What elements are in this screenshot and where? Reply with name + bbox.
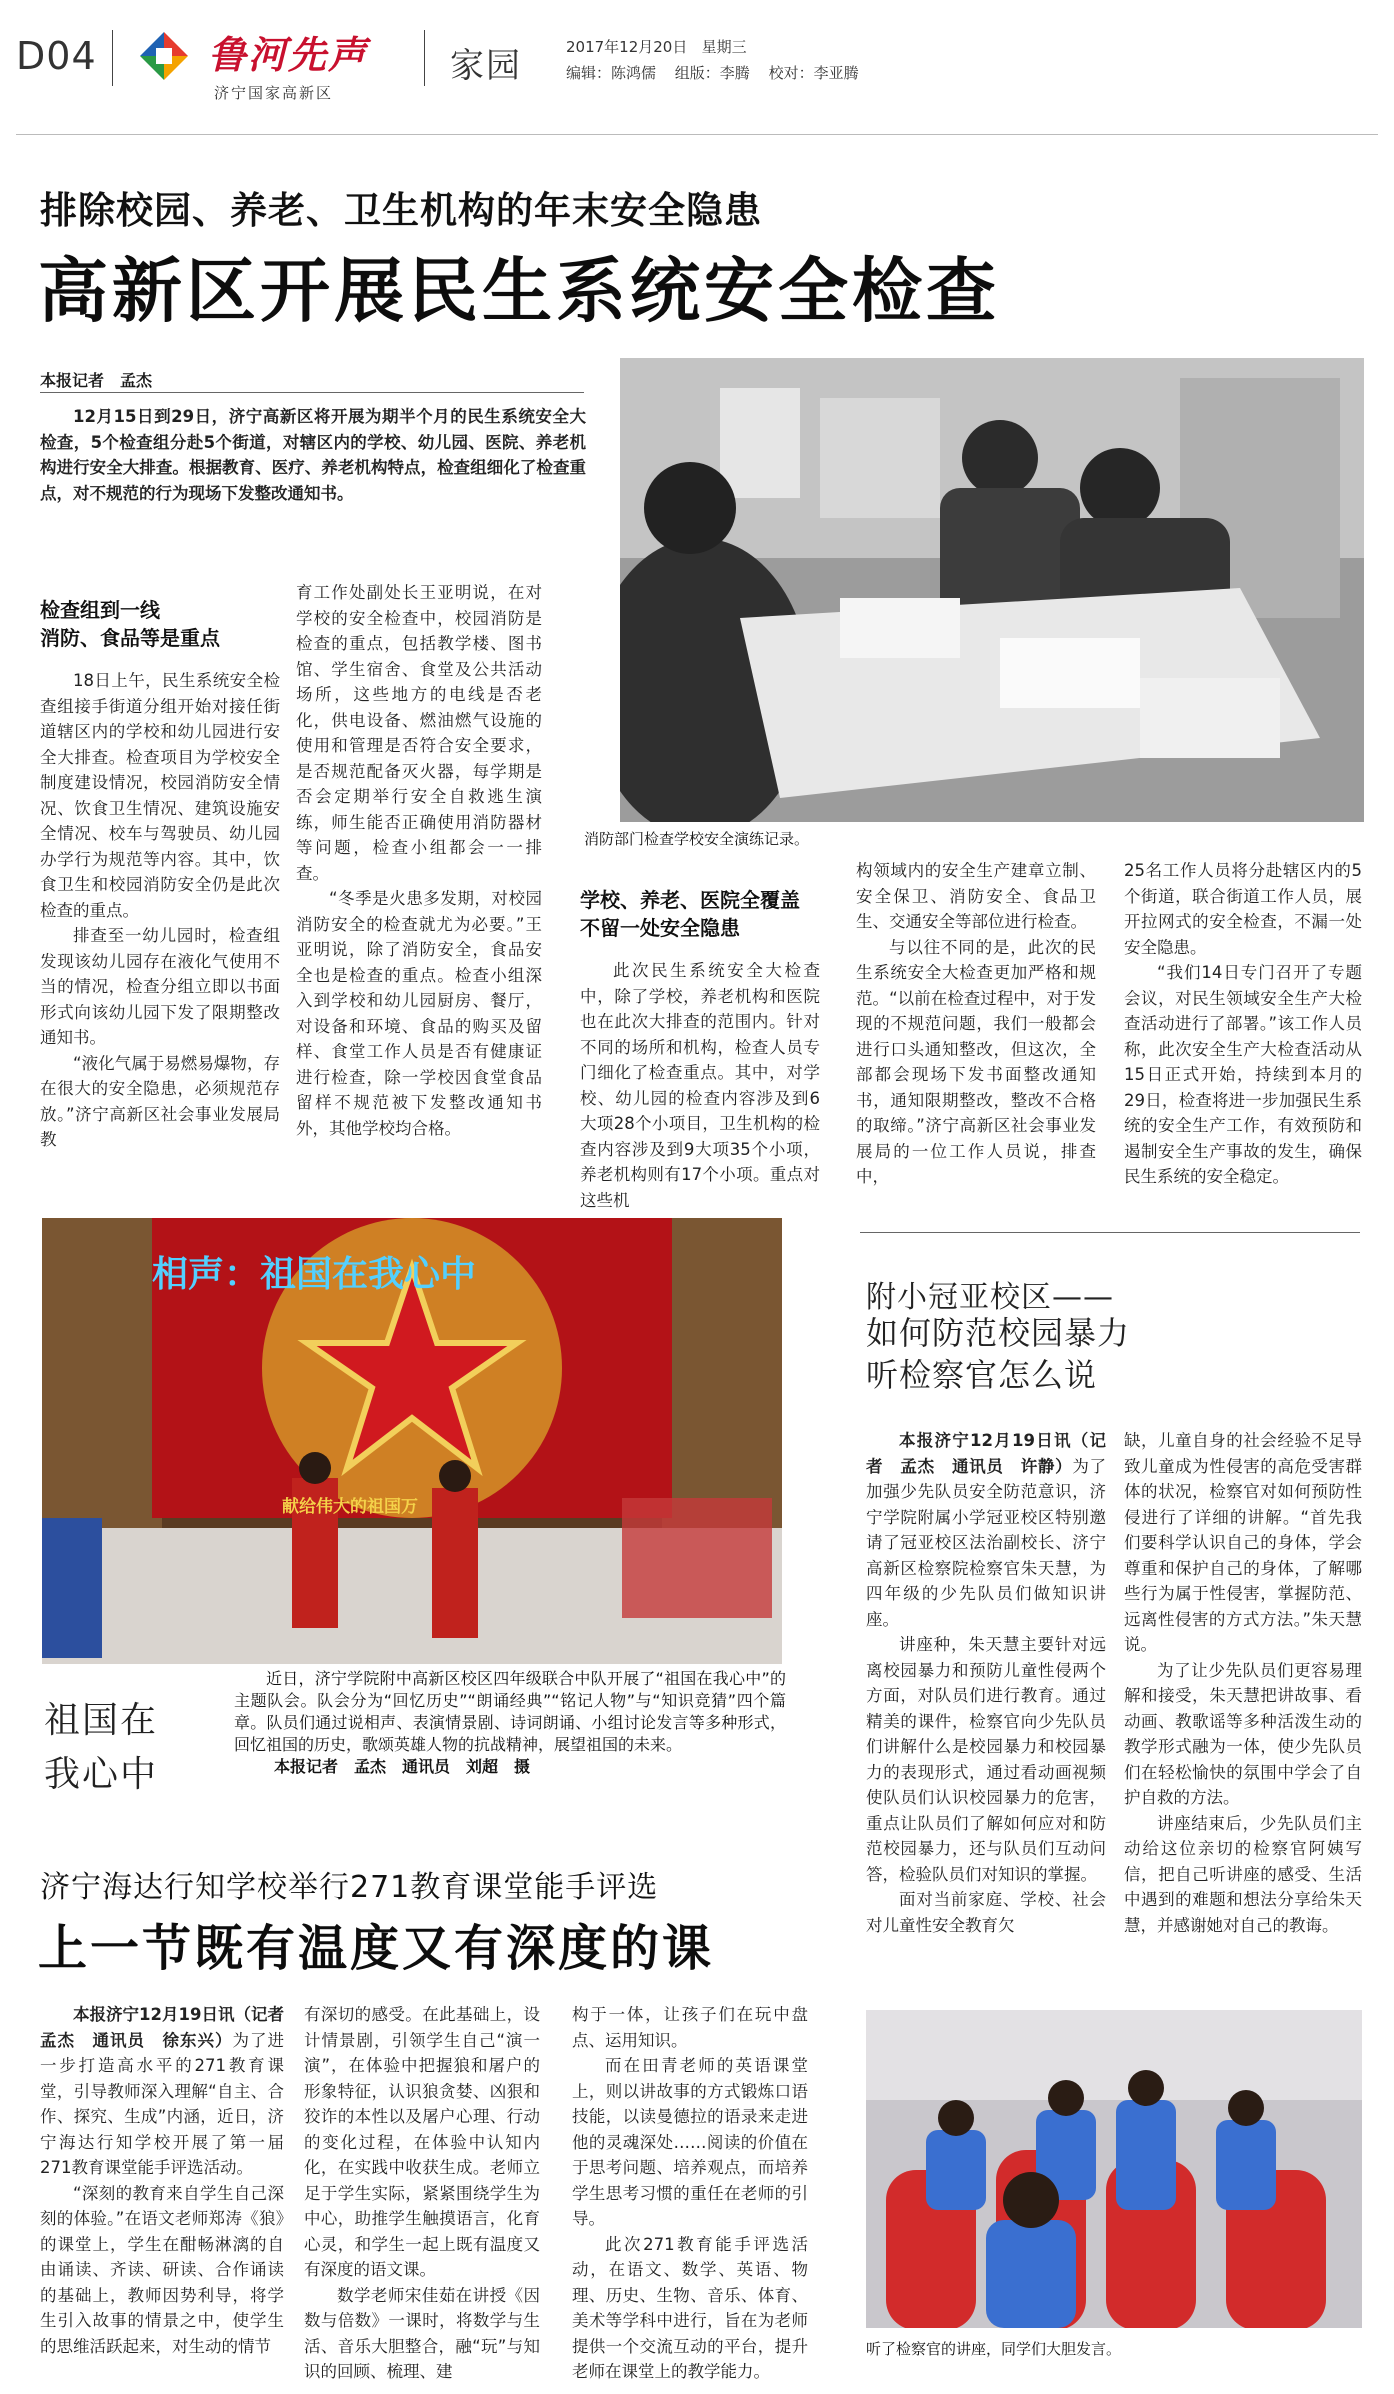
article4-col3 — [572, 2002, 808, 2385]
article2-banner-text: 献给伟大的祖国万 — [282, 1497, 418, 1517]
layout-text: 组版：李腾 — [674, 64, 750, 82]
article1-byline: 本报记者 孟杰 — [40, 371, 153, 390]
article3-headline-line2: 听检察官怎么说 — [866, 1356, 1098, 1394]
article3-headline — [866, 1312, 1130, 1396]
newspaper-logo-icon — [136, 28, 192, 84]
article1-col4-p2: 与以往不同的是，此次的民生系统安全大检查更加严格和规范。“以前在检查过程中，对于发现的不规范问题，我们一般都会进行口头通知整改，但这次，全部都会现场下发书面整改通知书，通知限期整改，整改不合格的取缔。”济宁高新区社会事业发展局的一位工作人员说，排查中， — [856, 937, 1096, 1186]
article1-subhead1-line2: 消防、食品等是重点 — [40, 626, 220, 650]
article2-title — [44, 1694, 158, 1802]
article1-subhead1 — [40, 596, 284, 652]
proof-text: 校对：李亚腾 — [768, 64, 859, 82]
article1-photo-caption: 消防部门检查学校安全演练记录。 — [584, 830, 810, 848]
article3-col1-p2: 讲座种，朱天慧主要针对远离校园暴力和预防儿童性侵两个方面，对队员们进行教育。通过精美的课件，检察官向少先队员们讲解什么是校园暴力和校园暴力的表现形式，通过看动画视频使队员们认识校园暴力的危害，重点让队员们了解如何应对和防范校园暴力，还与队员们互动问答，检验队员们对知识的掌握。 — [866, 1635, 1106, 1884]
article1-subhead2-line2: 不留一处安全隐患 — [580, 916, 740, 940]
article1-lead-text: 12月15日到29日，济宁高新区将开展为期半个月的民生系统安全大检查，5个检查组分赴5个街道，对辖区内的学校、幼儿园、医院、养老机构进行安全大排查。根据教育、医疗、养老机构特点，检查组细化了检查重点，对不规范的行为现场下发整改通知书。 — [40, 407, 586, 503]
article4-col2 — [304, 2002, 540, 2385]
article3-kicker: 附小冠亚校区—— — [866, 1280, 1114, 1315]
article1-col4 — [856, 858, 1096, 1190]
article2-title-line2: 我心中 — [44, 1754, 159, 1795]
article3-col2-p3: 讲座结束后，少先队员们主动给这位亲切的检察官阿姨写信，把自己听讲座的感受、生活中遇到的难题和想法分享给朱天慧，并感谢她对自己的教诲。 — [1124, 1813, 1362, 1935]
article3-headline-line1: 如何防范校园暴力 — [866, 1314, 1131, 1352]
article1-headline: 高新区开展民生系统安全检查 — [38, 250, 1000, 332]
article1-col4-p1: 构领域内的安全生产建章立制、安全保卫、消防安全、食品卫生、交通安全等部位进行检查。 — [856, 861, 1096, 931]
article1-col5 — [1124, 858, 1362, 1190]
article1-col3 — [580, 958, 820, 1213]
article2-title-line1: 祖国在 — [44, 1700, 159, 1741]
article1-kicker: 排除校园、养老、卫生机构的年末安全隐患 — [40, 189, 762, 232]
newspaper-brand: 鲁河先声 — [208, 32, 369, 77]
article4-col2-p2: 数学老师宋佳茹在讲授《因数与倍数》一课时，将数学与生活、音乐大胆整合，融“玩”与知识的回顾、梳理、建 — [304, 2285, 540, 2381]
article1-photo — [620, 358, 1364, 822]
article1-subhead1-line1: 检查组到一线 — [40, 598, 160, 622]
article4-kicker: 济宁海达行知学校举行271教育课堂能手评选 — [40, 1870, 659, 1905]
article2-caption — [234, 1668, 786, 1778]
article3-dateline — [866, 1428, 1106, 1632]
article1-col1 — [40, 668, 280, 1153]
article1-col1-p2: 排查至一幼儿园时，检查组发现该幼儿园存在液化气使用不当的情况，检查分组立即以书面形式向该幼儿园下发了限期整改通知书。 — [40, 926, 280, 1047]
article3-col1-p1: 为了加强少先队员安全防范意识，济宁学院附属小学冠亚校区特别邀请了冠亚校区法治副校长、济宁高新区检察院检察官朱天慧，为四年级的少先队员们做知识讲座。 — [866, 1456, 1107, 1629]
page-number: D04 — [16, 34, 97, 78]
article3-col2-p2: 为了让少先队员们更容易理解和接受，朱天慧把讲故事、看动画、教歌谣等多种活泼生动的教学形式融为一体，使少先队员们在轻松愉快的氛围中学会了自护自救的方法。 — [1124, 1660, 1362, 1807]
issue-date — [566, 36, 747, 57]
article4-col1 — [40, 2002, 301, 2359]
article4-headline: 上一节既有温度又有深度的课 — [38, 1920, 715, 1977]
article3-photo-caption: 听了检察官的讲座，同学们大胆发言。 — [866, 2340, 1122, 2358]
article1-col3-p1: 此次民生系统安全大检查中，除了学校，养老机构和医院也在此次大排查的范围内。针对不同的场所和机构，检查人员专门细化了检查重点。其中，对学校、幼儿园的检查内容涉及到6大项28个小项目，卫生机构的检查内容涉及到9大项35个小项，养老机构则有17个小项。重点对这些机 — [580, 961, 820, 1210]
article4-col1-p2: “深刻的教育来自学生自己深刻的体验。”在语文老师郑涛《狼》的课堂上，学生在酣畅淋漓的自由诵读、齐读、研读、合作诵读的基础上，教师因势利导，将学生引入故事的情景之中，使学生的思维活跃起来，对生动的情节 — [40, 2183, 284, 2356]
article3-col1-p3: 面对当前家庭、学校、社会对儿童性安全教育欠 — [866, 1890, 1106, 1935]
article4-col3-p2: 而在田青老师的英语课堂上，则以讲故事的方式锻炼口语技能，以读曼德拉的语录来走进他的灵魂深处……阅读的价值在于思考问题、培养观点，而培养学生思考习惯的重任在老师的引导。 — [572, 2056, 808, 2228]
article1-col2-p1: 育工作处副处长王亚明说，在对学校的安全检查中，校园消防是检查的重点，包括教学楼、图书馆、学生宿舍、食堂及公共活动场所，这些地方的电线是否老化，供电设备、燃油燃气设施的使用和管理是否符合安全要求，是否规范配备灭火器，每学期是否会定期举行安全自救逃生演练，师生能否正确使用消防器材等问题，检查小组都会一一排查。 — [296, 583, 542, 883]
article4-dateline-text: 本报济宁12月19日讯（记者 孟杰 通讯员 徐东兴） — [40, 2005, 301, 2050]
article4-dateline — [40, 2002, 301, 2181]
editor-credits — [566, 62, 873, 83]
article4-col3-p1: 构于一体，让孩子们在玩中盘点、运用知识。 — [572, 2005, 808, 2050]
article4-col1-p1: 为了进一步打造高水平的271教育课堂，引导教师深入理解“自主、合作、探究、生成”内涵，近日，济宁海达行知学校开展了第一届271教育课堂能手评选活动。 — [40, 2030, 284, 2177]
article2-caption-text: 近日，济宁学院附中高新区校区四年级联合中队开展了“祖国在我心中”的主题队会。队会分为“回忆历史”“朗诵经典”“铭记人物”与“知识竞猜”四个篇章。队员们通过说相声、表演情景剧、诗词朗诵、小组讨论发言等多种形式，回忆祖国的历史，歌颂英雄人物的抗战精神，展望祖国的未来。 — [234, 1669, 786, 1754]
article3-photo — [866, 2010, 1362, 2328]
article3-col2-p1: 缺，儿童自身的社会经验不足导致儿童成为性侵害的高危受害群体的状况，检察官对如何预防性侵进行了详细的讲解。“首先我们要科学认识自己的身体，学会尊重和保护自己的身体，了解哪些行为属于性侵害，掌握防范、远离性侵害的方式方法。”朱天慧说。 — [1124, 1431, 1362, 1654]
article3-dateline-text: 本报济宁12月19日讯（记者 孟杰 通讯员 许静） — [866, 1431, 1106, 1476]
weekday-text: 星期三 — [701, 38, 747, 56]
article1-subhead2-line1: 学校、养老、医院全覆盖 — [580, 888, 800, 912]
date-text: 2017年12月20日 — [566, 38, 688, 56]
article1-col5-p2: “我们14日专门召开了专题会议，对民生领域安全生产大检查活动进行了部署。”该工作人员称，此次安全生产大检查活动从15日正式开始，持续到本月的29日，检查将进一步加强民生系统的安全生产工作，有效预防和遏制安全生产事故的发生，确保民生系统的安全稳定。 — [1124, 963, 1362, 1186]
article4-col2-p1: 有深切的感受。在此基础上，设计情景剧，引领学生自己“演一演”，在体验中把握狼和屠户的形象特征，认识狼贪婪、凶狠和狡诈的本性以及屠户心理、行动的变化过程，在体验中认知内化，在实践中收获生成。老师立足于学生实际，紧紧围绕学生为中心，助推学生触摸语言，化育心灵，和学生一起上既有温度又有深度的语文课。 — [304, 2005, 540, 2279]
article2-credit: 本报记者 孟杰 通讯员 刘超 摄 — [274, 1757, 531, 1776]
article1-col1-p1: 18日上午，民生系统安全检查组接手街道分组开始对接任街道辖区内的学校和幼儿园进行安全大排查。检查项目为学校安全制度建设情况，校园消防安全情况、饮食卫生情况、建筑设施安全情况、校车与驾驶员、幼儿园办学行为规范等内容。其中，饮食卫生和校园消防安全仍是此次检查的重点。 — [40, 671, 280, 920]
article1-lead — [40, 404, 586, 506]
article3-col2 — [1124, 1428, 1362, 1938]
editor-text: 编辑：陈鸿儒 — [566, 64, 657, 82]
newspaper-brand-sub: 济宁国家高新区 — [214, 84, 334, 102]
article1-col2-p2: “冬季是火患多发期，对校园消防安全的检查就尤为必要。”王亚明说，除了消防安全，食品安全也是检查的重点。检查小组深入到学校和幼儿园厨房、餐厅，对设备和环境、食品的购买及留样、食堂工作人员是否有健康证进行检查，除一学校因食堂食品留样不规范被下发整改通知书外，其他学校均合格。 — [296, 889, 542, 1138]
article2-photo — [42, 1218, 782, 1664]
article2-screen-text: 相声：祖国在我心中 — [152, 1254, 477, 1295]
article1-col2 — [296, 580, 542, 1141]
article1-col1-p3: “液化气属于易燃易爆物，存在很大的安全隐患，必须规范存放。”济宁高新区社会事业发展局教 — [40, 1053, 280, 1149]
article4-col3-p3: 此次271教育能手评选活动，在语文、数学、英语、物理、历史、生物、音乐、体育、美术等学科中进行，旨在为老师提供一个交流互动的平台，提升老师在课堂上的教学能力。 — [572, 2234, 808, 2381]
section-name: 家园 — [450, 46, 522, 86]
article3-col1 — [866, 1428, 1106, 1938]
article1-subhead2 — [580, 886, 830, 942]
article1-col5-p1: 25名工作人员将分赴辖区内的5个街道，联合街道工作人员，展开拉网式的安全检查，不漏一处安全隐患。 — [1124, 861, 1362, 957]
